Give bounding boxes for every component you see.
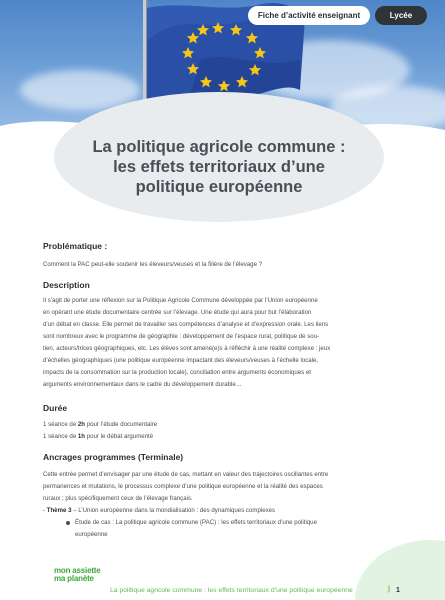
title-line-3: politique européenne	[135, 178, 303, 196]
ancrages-line: ruraux ; plus spécifiquement ceux de l’élevage français.	[43, 495, 193, 502]
footer-title: La politique agricole commune : les effets territoriaux d’une politique européenne	[110, 587, 353, 594]
description-line: impacts de la consommation sur la production locale), conciliation entre arguments économiques et	[43, 369, 311, 376]
description-line: d’échelles géographiques (une politique européenne impactant des éleveurs/veuses à l’échelle locale,	[43, 357, 319, 364]
duree-item	[43, 419, 407, 431]
page-number: 1	[396, 587, 400, 594]
ancrages-line: Cette entrée permet d’envisager par une étude de cas, mettant en valeur des trajectoires oscillantes entre	[43, 471, 329, 478]
page-title	[54, 137, 384, 197]
duree-item	[43, 431, 407, 443]
duree-list	[43, 419, 407, 443]
theme-title: – L’Union européenne dans la mondialisation : des dynamiques complexes	[71, 507, 276, 514]
title-line-2: les effets territoriaux d’une	[113, 158, 325, 176]
duree-heading: Durée	[43, 403, 68, 413]
description-heading: Description	[43, 280, 90, 290]
duree-item-prefix: 1 séance de	[43, 421, 78, 428]
description-line: d’un débat en classe. Elle permet de travailler ses compétences d’analyse et d’expression orale. Les liens	[43, 321, 329, 328]
description-line: en opérant une étude documentaire centrée sur l’élevage. Une étude qui aura pour but l’élaboration	[43, 309, 312, 316]
footer-separator: |	[388, 586, 390, 593]
ancrages-heading: Ancrages programmes (Terminale)	[43, 452, 184, 462]
case-study-line: européenne	[75, 531, 108, 538]
theme-prefix: -	[43, 507, 47, 514]
duree-item-suffix: pour le débat argumenté	[85, 433, 154, 440]
description-line: sont nombreux avec le programme de géographie : développement de l’espace rural, politique de sou-	[43, 333, 320, 340]
description-line: tien, acteurs/trices géographiques, etc. Les élèves sont amené(e)s à réfléchir à une réalité complexe : jeux	[43, 345, 331, 352]
case-study-item	[68, 517, 398, 541]
theme-line	[43, 505, 407, 517]
title-line-1: La politique agricole commune :	[92, 138, 346, 156]
theme-number: Thème 3	[46, 507, 72, 514]
logo-line-1: mon assiette	[54, 566, 101, 575]
description-line: Il s’agit de porter une réflexion sur la Politique Agricole Commune développée par l’Union européenne	[43, 297, 318, 304]
corner-decoration	[355, 540, 445, 600]
duree-item-hours: 2h	[77, 421, 86, 428]
description-text	[43, 295, 409, 391]
description-line: arguments environnementaux dans le cadre du développement durable…	[43, 381, 242, 388]
doc-type-badge: Fiche d’activité enseignant	[248, 6, 370, 25]
duree-item-prefix: 1 séance de	[43, 433, 78, 440]
case-study-line: Étude de cas : La politique agricole commune (PAC) : les effets territoriaux d’une politique	[75, 519, 317, 526]
problematique-heading: Problématique :	[43, 241, 108, 251]
logo-line-2: ma planète	[54, 574, 94, 583]
ancrages-line: permanences et mutations, le processus complexe d’une politique européenne et la réalité des espaces	[43, 483, 323, 490]
ancrages-text	[43, 469, 409, 505]
problematique-text: Comment la PAC peut-elle soutenir les éleveurs/veuses et la filière de l’élevage ?	[43, 261, 263, 268]
brand-logo	[54, 567, 101, 583]
duree-item-hours: 1h	[77, 433, 86, 440]
level-badge: Lycée	[375, 6, 427, 25]
duree-item-suffix: pour l’étude documentaire	[85, 421, 158, 428]
